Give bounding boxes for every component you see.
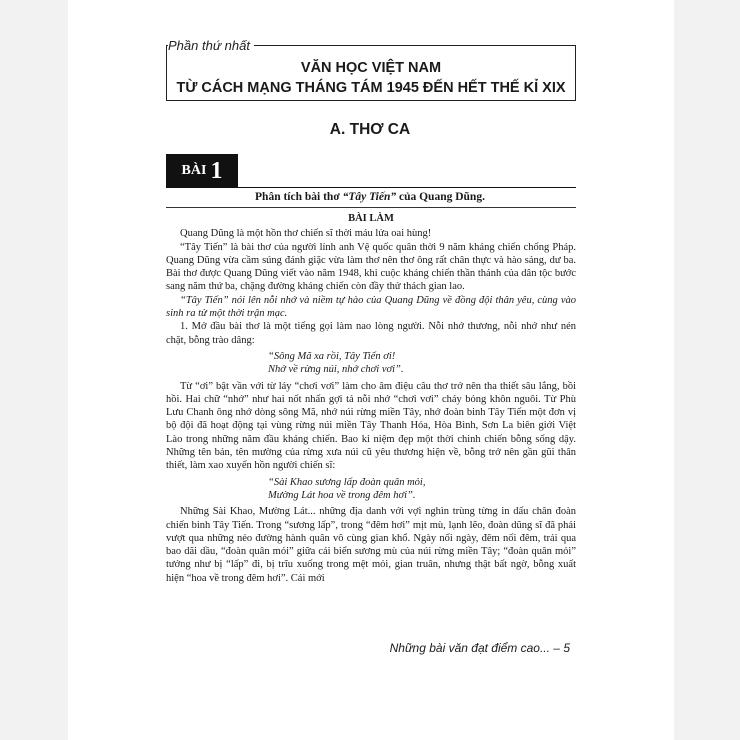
assignment-prefix: Phân tích bài thơ	[255, 191, 343, 203]
lesson-word: BÀI	[181, 163, 207, 178]
paragraph-3: “Tây Tiến” nói lên nỗi nhớ và niềm tự hào của Quang Dũng về đồng đội thân yêu, cùng vào sinh ra tử một thời trận mạc.	[166, 294, 576, 320]
paragraph-4: 1. Mở đầu bài thơ là một tiếng gọi làm nao lòng người. Nỗi nhớ thương, nỗi nhớ như nén chặt, bỗng trào dâng:	[166, 321, 576, 346]
assignment-poem: “Tây Tiến”	[342, 191, 397, 203]
essay-heading: BÀI LÀM	[348, 213, 394, 224]
verse-2	[268, 476, 576, 503]
assignment-suffix: của Quang Dũng.	[396, 191, 485, 203]
essay-body	[166, 212, 576, 585]
verse-1	[268, 350, 576, 377]
paragraph-1: Quang Dũng là một hồn thơ chiến sĩ thời máu lửa oai hùng!	[180, 228, 432, 240]
chapter-title-line2: TỪ CÁCH MẠNG THÁNG TÁM 1945 ĐẾN HẾT THẾ KỈ XIX	[176, 80, 566, 96]
paragraph-6: Những Sài Khao, Mường Lát... những địa danh với vợi nghìn trùng từng in dấu chân đoàn chiến binh Tây Tiến. Trong “sương lấp”, trong “đêm hơi” mịt mù, lạnh lẽo, đoàn dũng sĩ đã phải vượt qua những nẻo đường hành quân vô cùng gian khổ. Ngày nối ngày, đêm nối đêm, trải qua bao dãi dầu, “đoàn quân mỏi” giữa cái biển sương mù của núi rừng miền Tây; “đoàn quân mỏi” tưởng như bị “lấp” đi, bị trĩu xuống trong mệt mỏi, gian truân, nhưng thật bất ngờ, bỗng xuất hiện “hoa về trong đêm hơi”. Cái mới	[166, 506, 576, 584]
chapter-title-line1: VĂN HỌC VIỆT NAM	[300, 60, 442, 76]
page-footer: Những bài văn đạt điểm cao... – 5	[389, 641, 570, 655]
chapter-title-box	[166, 45, 576, 101]
paragraph-5: Từ “ơi” bật vần với từ láy “chơi vơi” làm cho âm điệu câu thơ trở nên tha thiết sâu lắng, bồi hồi. Hai chữ “nhớ” như hai nốt nhấn gợi tả nỗi nhớ “chơi vơi” cháy bỏng khôn nguôi. Từ Phù Lưu Chanh ông nhớ dòng sông Mã, nhớ núi rừng miền Tây, nhớ đoàn binh Tây Tiến một đơn vị bộ đội đã hoạt động tại vùng rừng núi miền Tây Thanh Hóa, Hòa Bình, Sơn La biên giới Việt Lào trong những năm đầu kháng chiến. Bao kỉ niệm đẹp một thời chinh chiến bỗng sống dậy. Những tên bản, tên mường của rừng xưa núi cũ yêu thương hiện về, bỗng trở nên gần gũi thân thiết, làm xao xuyến hồn người chiến sĩ:	[166, 380, 576, 472]
verse-1-line-2: Nhớ về rừng núi, nhớ chơi vơi”.	[268, 364, 404, 376]
lesson-badge	[166, 154, 238, 188]
lesson-underline	[238, 187, 576, 188]
lesson-number: 1	[210, 157, 223, 184]
part-label: Phần thứ nhất	[168, 38, 254, 53]
section-title: A. THƠ CA	[329, 121, 411, 138]
verse-2-line-1: “Sài Khao sương lấp đoàn quân mỏi,	[268, 476, 426, 488]
verse-2-line-2: Mường Lát hoa về trong đêm hơi”.	[268, 489, 416, 501]
paragraph-2: “Tây Tiến” là bài thơ của người lính anh Vệ quốc quân thời 9 năm kháng chiến chống Pháp. Quang Dũng vừa cầm súng đánh giặc vừa làm thơ nên thơ ông rất chân thực và hào sảng, dư ba. Bài thơ được Quang Dũng viết vào năm 1948, khi cuộc kháng chiến thần thánh của dân tộc bước sang năm thứ ba, chặng đường kháng chiến còn đầy thử thách gian lao.	[166, 241, 576, 293]
lesson-underline-left	[166, 187, 238, 188]
assignment-divider	[166, 207, 576, 208]
assignment-prompt	[0, 191, 740, 203]
verse-1-line-1: “Sông Mã xa rồi, Tây Tiến ơi!	[268, 350, 396, 362]
